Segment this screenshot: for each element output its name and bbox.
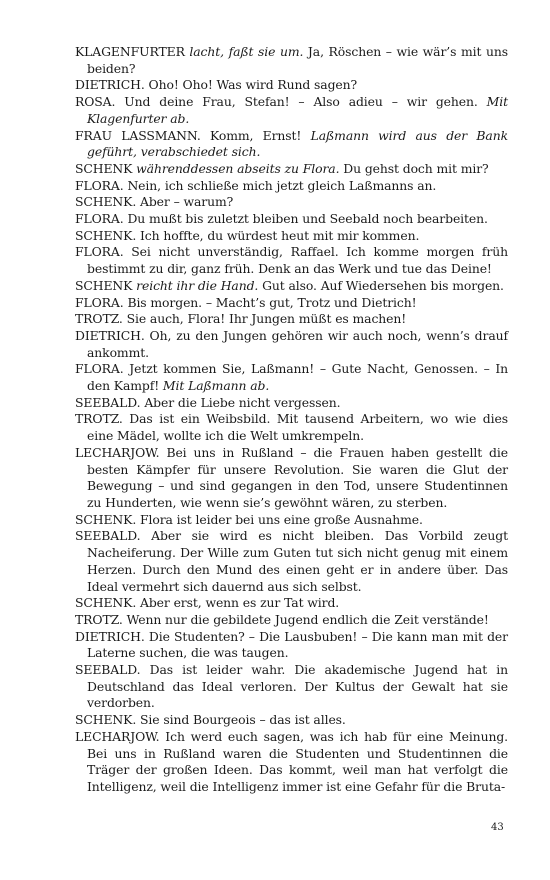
dialogue-paragraph: [75, 94, 508, 127]
dialogue-paragraph: [75, 612, 508, 629]
dialogue-text: SCHENK: [75, 277, 137, 293]
dialogue-text: DIETRICH. Oh, zu den Jungen gehören wir auch noch, wenn’s drauf ankommt.: [75, 327, 508, 360]
dialogue-paragraph: [75, 395, 508, 412]
dialogue-text: ROSA. Und deine Frau, Stefan! – Also adieu – wir gehen.: [75, 94, 487, 110]
dialogue-paragraph: [75, 328, 508, 361]
dialogue-paragraph: [75, 295, 508, 312]
dialogue-paragraph: [75, 629, 508, 662]
dialogue-paragraph: [75, 311, 508, 328]
stage-direction: Mit Klagenfurter ab.: [87, 94, 508, 126]
dialogue-paragraph: [75, 178, 508, 195]
dialogue-text: FLORA. Jetzt kommen Sie, Laßmann! – Gute Nacht, Genossen. – In den Kampf!: [75, 361, 508, 394]
dialogue-text: KLAGENFURTER: [75, 44, 190, 59]
dialogue-paragraph: [75, 44, 508, 77]
dialogue-text: SEEBALD. Aber die Liebe nicht vergessen.: [75, 394, 341, 410]
dialogue-paragraph: [75, 528, 508, 595]
dialogue-paragraph: [75, 411, 508, 444]
dialogue-text: Ja, Röschen – wie wär’s mit uns beiden?: [87, 44, 508, 76]
dialogue-text: DIETRICH. Die Studenten? – Die Lausbuben! – Die kann man mit der Laterne suchen, die was taugen.: [75, 628, 508, 661]
dialogue-paragraph: [75, 712, 508, 729]
dialogue-text: FRAU LASSMANN. Komm, Ernst!: [75, 127, 311, 143]
dialogue-text: FLORA. Bis morgen. – Macht’s gut, Trotz und Dietrich!: [75, 294, 417, 310]
page-number: 43: [491, 822, 504, 833]
dialogue-paragraph: [75, 512, 508, 529]
dialogue-text: FLORA. Sei nicht unverständig, Raffael. Ich komme morgen früh bestimmt zu dir, ganz früh. Denk an das Werk und tue das Deine!: [75, 244, 508, 277]
stage-direction: lacht, faßt sie um.: [189, 44, 304, 59]
dialogue-text: SCHENK. Ich hoffte, du würdest heut mit mir kommen.: [75, 227, 420, 243]
dialogue-paragraph: [75, 662, 508, 712]
dialogue-text: LECHARJOW. Bei uns in Rußland – die Frauen haben gestellt die besten Kämpfer für unsere Revolution. Sie waren die Glut der Bewegung – und sind gegangen in den Tod, unsere Studentinnen zu Hunderten, wie wenn sie’s gewöhnt wären, zu sterben.: [75, 444, 508, 510]
dialogue-paragraph: [75, 228, 508, 245]
dialogue-text: SCHENK: [75, 160, 137, 176]
dialogue-text: Gut also. Auf Wiedersehen bis morgen.: [258, 277, 504, 293]
dialogue-paragraph: [75, 194, 508, 211]
stage-direction: Laßmann wird aus der Bank geführt, verabschiedet sich.: [87, 127, 508, 160]
dialogue-text: SCHENK. Flora ist leider bei uns eine große Ausnahme.: [75, 511, 423, 527]
stage-direction: währenddessen abseits zu Flora.: [136, 160, 340, 176]
dialogue-text: SCHENK. Sie sind Bourgeois – das ist alles.: [75, 712, 346, 728]
dialogue-paragraph: [75, 729, 508, 796]
dialogue-text: FLORA. Nein, ich schließe mich jetzt gleich Laßmanns an.: [75, 177, 437, 193]
dialogue-paragraph: [75, 211, 508, 228]
dialogue-text: SEEBALD. Aber sie wird es nicht bleiben. Das Vorbild zeugt Nacheiferung. Der Wille zum Guten tut sich nicht genug mit einem Herzen. Durch den Mund des einen geht er in andere über. Das Ideal vermehrt sich dauernd aus sich selbst.: [75, 528, 508, 594]
dialogue-text: Du gehst doch mit mir?: [339, 160, 489, 176]
dialogue-text: SEEBALD. Das ist leider wahr. Die akademische Jugend hat in Deutschland das Ideal verloren. Der Kultus der Gewalt hat sie verdorben.: [75, 662, 508, 711]
stage-direction: reicht ihr die Hand.: [136, 277, 259, 293]
dialogue-paragraph: [75, 244, 508, 277]
dialogue-paragraph: [75, 161, 508, 178]
dialogue-text: DIETRICH. Oho! Oho! Was wird Rund sagen?: [75, 77, 358, 93]
stage-direction: Mit Laßmann ab.: [162, 378, 270, 394]
dialogue-text: SCHENK. Aber erst, wenn es zur Tat wird.: [75, 595, 340, 611]
dialogue-paragraph: [75, 595, 508, 612]
dialogue-text: TROTZ. Wenn nur die gebildete Jugend endlich die Zeit verstände!: [75, 611, 489, 627]
dialogue-text: SCHENK. Aber – warum?: [75, 194, 234, 210]
dialogue-paragraph: [75, 361, 508, 394]
dialogue-paragraph: [75, 128, 508, 161]
dialogue-paragraph: [75, 445, 508, 512]
dialogue-paragraph: [75, 77, 508, 94]
dialogue-text: TROTZ. Sie auch, Flora! Ihr Jungen müßt es machen!: [75, 311, 407, 327]
dialogue-text: FLORA. Du mußt bis zuletzt bleiben und Seebald noch bearbeiten.: [75, 211, 488, 227]
dialogue-paragraph: [75, 278, 508, 295]
dialogue-text: TROTZ. Das ist ein Weibsbild. Mit tausend Arbeitern, wo wie dies eine Mädel, wollte ich die Welt umkrempeln.: [75, 411, 508, 444]
play-text: [75, 44, 508, 796]
dialogue-text: LECHARJOW. Ich werd euch sagen, was ich hab für eine Meinung. Bei uns in Rußland waren die Studenten und Studentinnen die Träger der großen Ideen. Das kommt, weil man hat verfolgt die Intelligenz, weil die Intelligenz immer ist eine Gefahr für die Bruta-: [75, 728, 508, 794]
